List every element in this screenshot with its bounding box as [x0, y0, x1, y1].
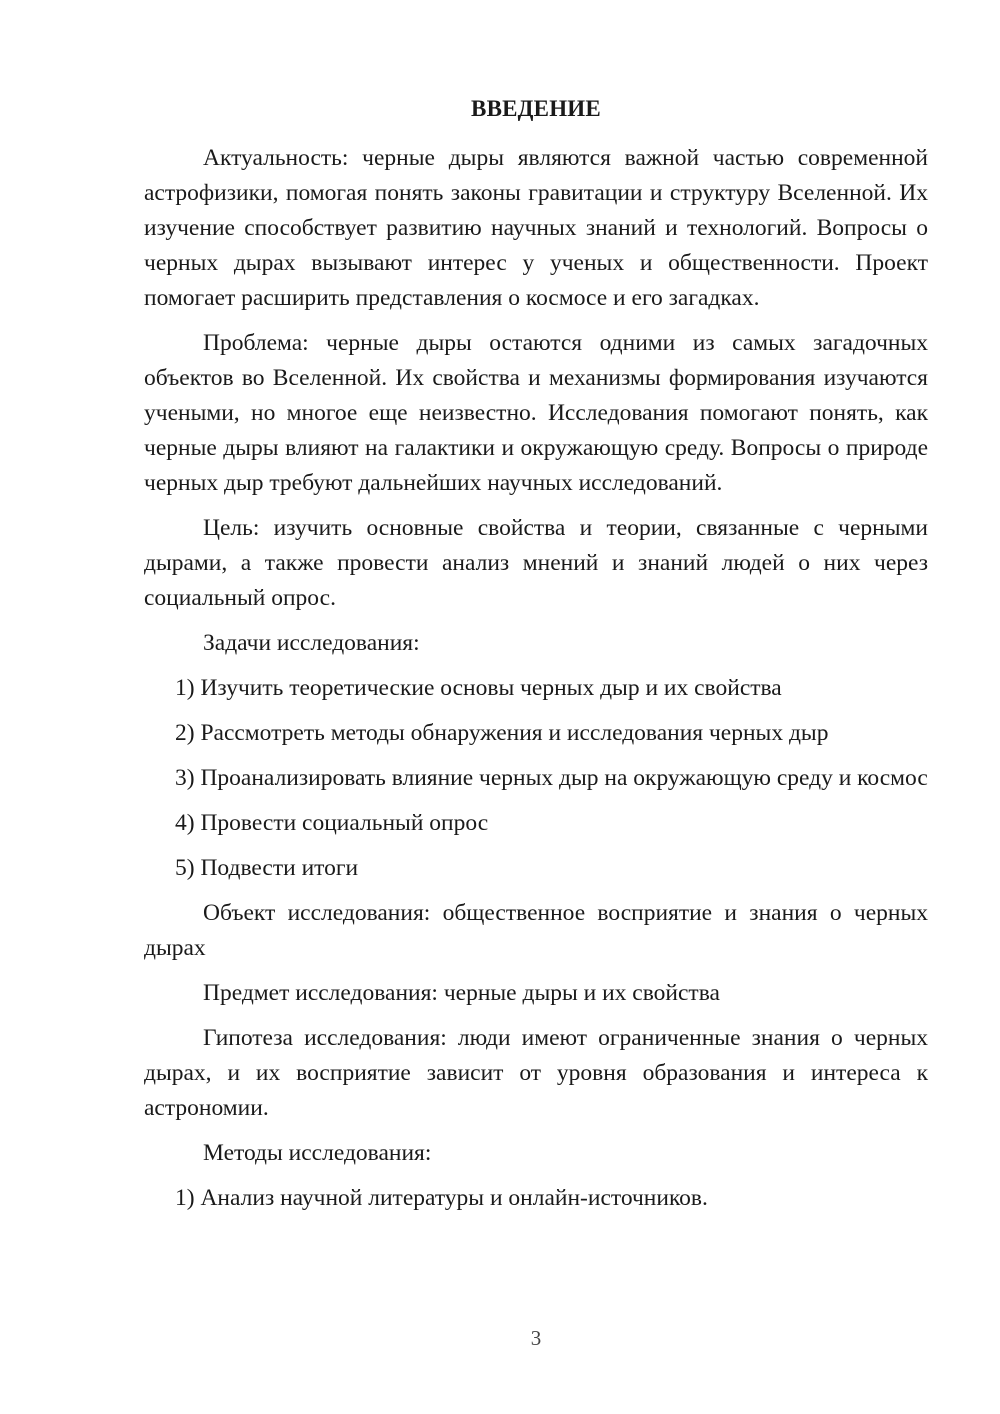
task-item-4: 4) Провести социальный опрос — [175, 810, 489, 836]
task-item-1: 1) Изучить теоретические основы черных дыр и их свойства — [175, 675, 782, 701]
tasks-heading: Задачи исследования: — [203, 630, 420, 656]
paragraph-relevance: Актуальность: черные дыры являются важной частью современной астрофизики, помогая понять законы гравитации и структуру Вселенной. Их изучение способствует развитию научных знаний и технологий. Вопросы о черных дырах вызывают интерес у ученых и общественности. Проект помогает расширить представления о космосе и его загадках. — [144, 145, 928, 311]
document-body — [144, 141, 928, 1226]
task-item-5: 5) Подвести итоги — [175, 855, 359, 881]
task-item-2: 2) Рассмотреть методы обнаружения и исследования черных дыр — [175, 720, 829, 746]
method-item-1: 1) Анализ научной литературы и онлайн-источников. — [175, 1185, 708, 1211]
paragraph-object: Объект исследования: общественное восприятие и знания о черных дырах — [144, 900, 928, 961]
task-item-3: 3) Проанализировать влияние черных дыр на окружающую среду и космос — [175, 765, 928, 791]
paragraph-subject: Предмет исследования: черные дыры и их свойства — [203, 980, 720, 1006]
paragraph-problem: Проблема: черные дыры остаются одними из самых загадочных объектов во Вселенной. Их свойства и механизмы формирования изучаются учеными, но многое еще неизвестно. Исследования помогают понять, как черные дыры влияют на галактики и окружающую среду. Вопросы о природе черных дыр требуют дальнейших научных исследований. — [144, 330, 928, 496]
section-title: ВВЕДЕНИЕ — [471, 96, 601, 121]
paragraph-hypothesis: Гипотеза исследования: люди имеют ограниченные знания о черных дырах, и их восприятие зависит от уровня образования и интереса к астрономии. — [144, 1025, 928, 1121]
methods-heading: Методы исследования: — [203, 1140, 432, 1166]
page-number: 3 — [530, 1326, 542, 1350]
paragraph-goal: Цель: изучить основные свойства и теории, связанные с черными дырами, а также провести анализ мнений и знаний людей о них через социальный опрос. — [144, 515, 928, 611]
